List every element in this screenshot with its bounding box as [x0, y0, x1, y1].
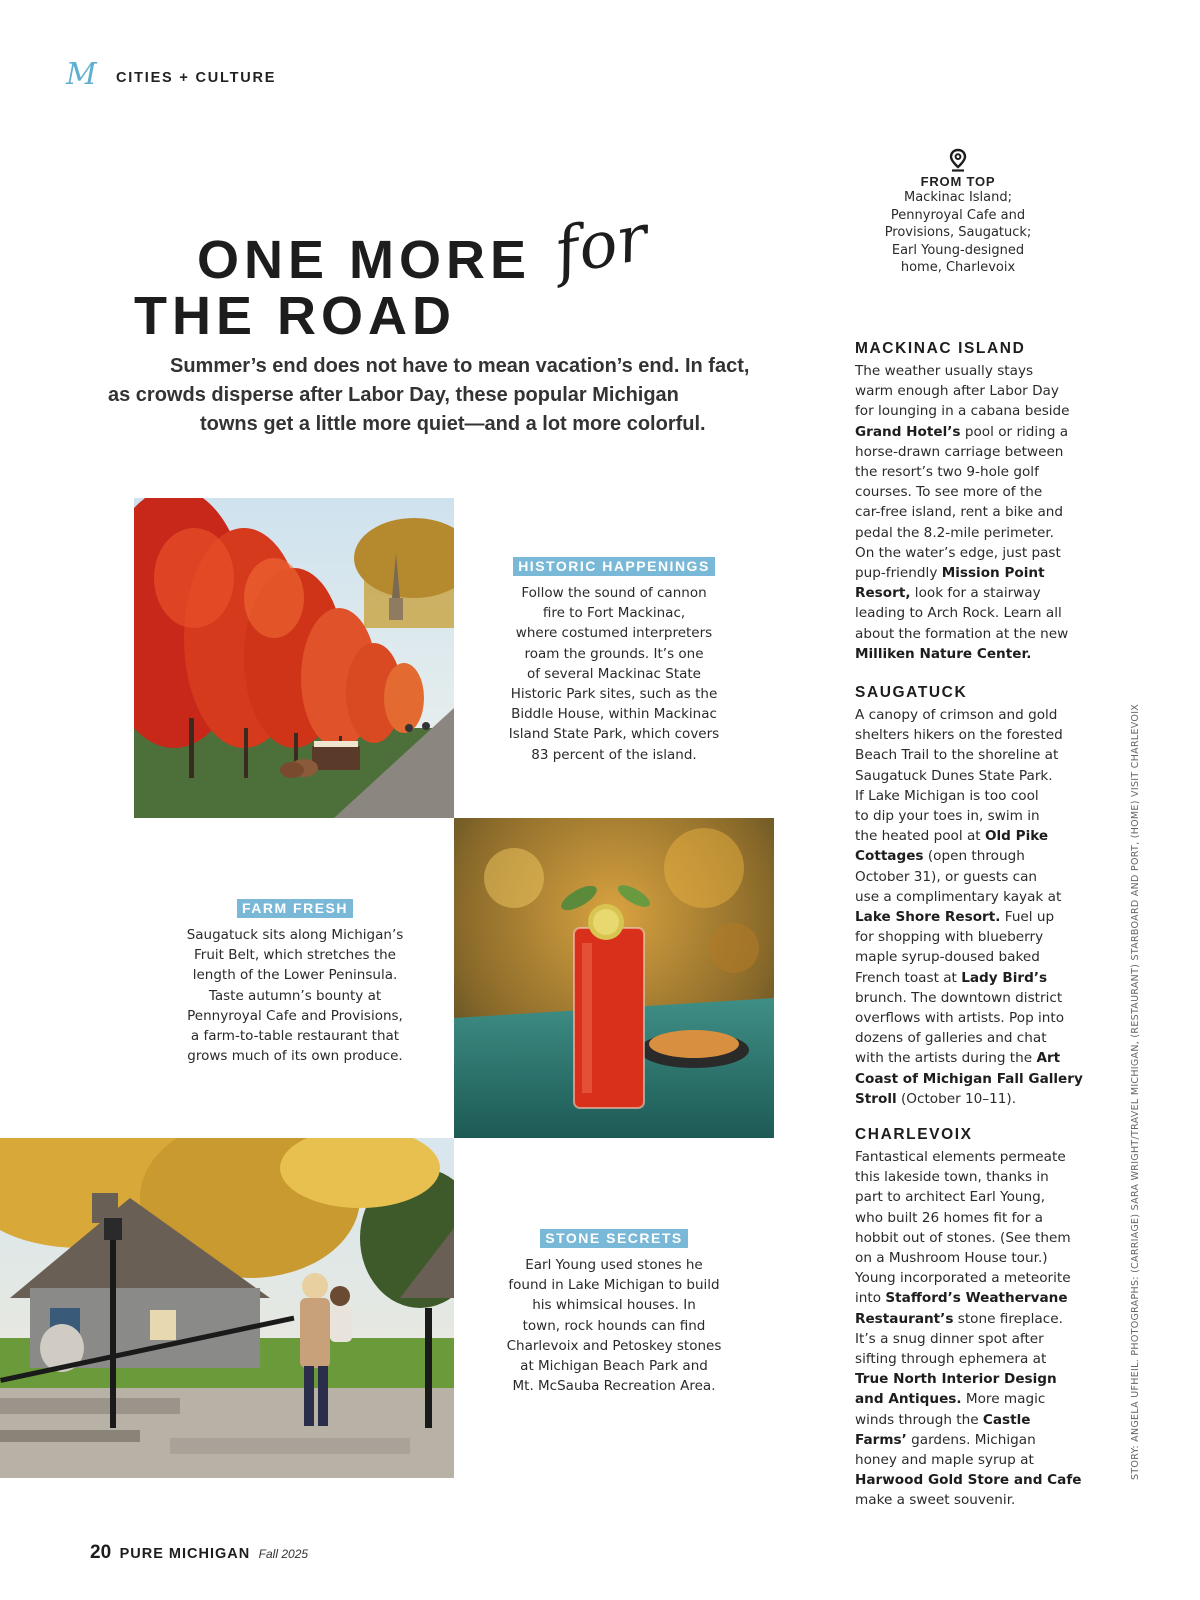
caption-historic-happenings — [494, 556, 734, 765]
sidebar-line: to dip your toes in, swim in — [855, 808, 1040, 825]
sidebar-line: car-free island, rent a bike and — [855, 504, 1064, 521]
page-number: 20 — [90, 1542, 112, 1563]
sidebar-line: on a Mushroom House tour.) — [855, 1250, 1048, 1267]
sidebar-line: Restaurant’s stone fireplace. — [855, 1310, 1063, 1327]
sidebar-line: Fantastical elements permeate — [855, 1149, 1066, 1165]
sidebar-line: Grand Hotel’s pool or riding a — [855, 423, 1069, 440]
caption-text: Follow the sound of cannon fire to Fort Mackinac, where costumed interpreters roam the grounds. It’s one of several Mackinac State Historic Park sites, such as the Biddle House, within Mackinac Island State Park, which covers 83 percent of the island. — [508, 585, 720, 763]
sidebar-line: Beach Trail to the shoreline at — [855, 747, 1059, 764]
sidebar-line: overflows with artists. Pop into — [855, 1010, 1065, 1027]
sidebar-line: use a complimentary kayak at — [855, 888, 1062, 905]
caption-farm-fresh — [175, 898, 415, 1066]
from-top-text: Mackinac Island; Pennyroyal Cafe and Provisions, Saugatuck; Earl Young-designed home, Charlevoix — [884, 190, 1032, 275]
caption-label: STONE SECRETS — [540, 1229, 688, 1248]
folio — [90, 1542, 308, 1564]
sidebar-line: this lakeside town, thanks in — [855, 1169, 1049, 1186]
magazine-name: PURE MICHIGAN — [119, 1546, 251, 1562]
sidebar-line: horse-drawn carriage between — [855, 443, 1064, 460]
sidebar-line: Cottages (open through — [855, 848, 1025, 865]
sidebar-line: Saugatuck Dunes State Park. — [855, 767, 1053, 784]
sidebar-line: A canopy of crimson and gold — [855, 707, 1058, 723]
sidebar-line: If Lake Michigan is too cool — [855, 787, 1039, 804]
sidebar-line: sifting through ephemera at — [855, 1351, 1047, 1368]
sidebar-line: hobbit out of stones. (See them — [855, 1229, 1071, 1246]
sidebar-line: warm enough after Labor Day — [855, 383, 1059, 400]
sidebar-line: about the formation at the new — [855, 625, 1069, 642]
sidebar-line: brunch. The downtown district — [855, 989, 1063, 1006]
sidebar-line: October 31), or guests can — [855, 868, 1038, 885]
sidebar-line: the resort’s two 9-hole golf — [855, 464, 1039, 481]
sidebar-line: dozens of galleries and chat — [855, 1030, 1047, 1047]
sidebar-line: courses. To see more of the — [855, 484, 1043, 501]
issue-date: Fall 2025 — [258, 1547, 309, 1561]
deck-line-1: Summer’s end does not have to mean vacation’s end. In fact, — [170, 355, 750, 377]
map-pin-icon — [947, 148, 969, 172]
sidebar-line: French toast at Lady Bird’s — [855, 969, 1048, 986]
sidebar-line: Coast of Michigan Fall Gallery — [855, 1070, 1083, 1087]
photo-locations-key — [868, 148, 1048, 277]
sidebar-saugatuck — [855, 684, 1085, 1109]
sidebar-line: honey and maple syrup at — [855, 1452, 1034, 1469]
sidebar-line: who built 26 homes fit for a — [855, 1209, 1043, 1226]
sidebar-line: Farms’ gardens. Michigan — [855, 1431, 1036, 1448]
sidebar-line: shelters hikers on the forested — [855, 727, 1063, 744]
sidebar-body — [855, 1147, 1085, 1511]
sidebar-body — [855, 705, 1085, 1109]
from-top-label: FROM TOP — [920, 174, 996, 189]
sidebar-line: Resort, look for a stairway — [855, 585, 1041, 602]
section-label: CITIES + CULTURE — [116, 70, 277, 86]
sidebar-body — [855, 361, 1085, 664]
sidebar-line: the heated pool at Old Pike — [855, 828, 1049, 845]
sidebar-mackinac-island — [855, 340, 1085, 664]
headline-line-2: THE ROAD — [134, 286, 456, 346]
caption-label: HISTORIC HAPPENINGS — [513, 557, 715, 576]
sidebar-line: pedal the 8.2-mile perimeter. — [855, 524, 1055, 541]
sidebar-line: with the artists during the Art — [855, 1050, 1061, 1067]
caption-stone-secrets — [494, 1228, 734, 1396]
sidebar-line: and Antiques. More magic — [855, 1391, 1046, 1408]
sidebar-line: On the water’s edge, just past — [855, 544, 1061, 561]
sidebar-line: into Stafford’s Weathervane — [855, 1290, 1068, 1307]
photo-mackinac-carriage — [134, 498, 454, 818]
sidebar-line: Lake Shore Resort. Fuel up — [855, 909, 1055, 926]
sidebar-line: for lounging in a cabana beside — [855, 403, 1070, 420]
caption-text: Earl Young used stones he found in Lake Michigan to build his whimsical houses. In town, rock hounds can find Charlevoix and Petoskey stones at Michigan Beach Park and Mt. McSauba Recreation Area. — [506, 1257, 722, 1395]
photo-charlevoix-stone-house — [0, 1138, 454, 1478]
sidebar-line: pup-friendly Mission Point — [855, 565, 1045, 582]
headline-script-word: for — [549, 200, 654, 290]
sidebar-line: leading to Arch Rock. Learn all — [855, 605, 1062, 622]
deck-line-2: as crowds disperse after Labor Day, these popular Michigan — [108, 384, 679, 406]
deck-line-3: towns get a little more quiet—and a lot more colorful. — [200, 413, 706, 435]
sidebar-line: for shopping with blueberry — [855, 929, 1044, 946]
headline-line-1: ONE MORE — [197, 230, 532, 290]
photo-pennyroyal-cocktail — [454, 818, 774, 1138]
sidebar-line: make a sweet souvenir. — [855, 1492, 1016, 1509]
sidebar-line: Young incorporated a meteorite — [855, 1270, 1071, 1287]
sidebar-heading: SAUGATUCK — [855, 684, 968, 701]
caption-label: FARM FRESH — [237, 899, 353, 918]
sidebar-line: It’s a snug dinner spot after — [855, 1330, 1044, 1347]
sidebar-line: Stroll (October 10–11). — [855, 1090, 1017, 1107]
sidebar-line: Milliken Nature Center. — [855, 645, 1032, 662]
sidebar-line: The weather usually stays — [855, 363, 1034, 379]
sidebar-line: winds through the Castle — [855, 1411, 1031, 1428]
sidebar-line: maple syrup-doused baked — [855, 949, 1040, 966]
sidebar-charlevoix — [855, 1126, 1085, 1511]
sidebar-heading: MACKINAC ISLAND — [855, 340, 1026, 357]
sidebar-line: part to architect Earl Young, — [855, 1189, 1046, 1206]
sidebar-line: True North Interior Design — [855, 1371, 1057, 1388]
magazine-logo-mark: M — [66, 57, 97, 92]
sidebar-line: Harwood Gold Store and Cafe — [855, 1472, 1082, 1489]
caption-text: Saugatuck sits along Michigan’s Fruit Belt, which stretches the length of the Lower Peninsula. Taste autumn’s bounty at Pennyroyal Cafe and Provisions, a farm-to-table restaurant that grows much of its own produce. — [186, 927, 404, 1065]
sidebar-heading: CHARLEVOIX — [855, 1126, 973, 1143]
photo-credit: STORY: ANGELA UFHEIL. PHOTOGRAPHS: (CARRIAGE) SARA WRIGHT/TRAVEL MICHIGAN, (RESTAURANT) STARBOARD AND PORT, (HOME) VISIT CHARLEVOIX — [1130, 703, 1141, 1480]
